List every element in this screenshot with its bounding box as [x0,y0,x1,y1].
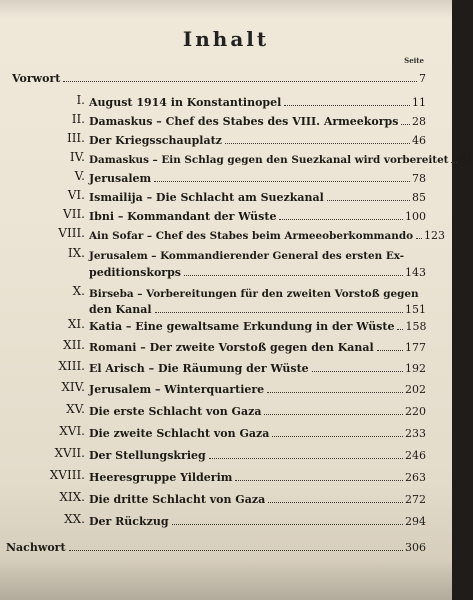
chapter-number: XVII. [54,446,85,460]
toc-entry [49,468,426,484]
toc-page-number: 306 [405,541,426,554]
toc-entry-text: Die erste Schlacht von Gaza [89,405,262,418]
leader-dots [184,275,403,276]
toc-page-number: 272 [405,493,426,506]
toc-entry [58,359,426,375]
chapter-number: I. [76,93,85,107]
toc-entry [63,207,426,223]
toc-entry-text: Der Stellungskrieg [89,449,206,462]
toc-entry-text: Jerusalem [89,172,152,185]
toc-entry [72,284,426,300]
chapter-number: XX. [64,512,85,526]
toc-page-number: 151 [405,303,426,316]
seite-label: Seite [404,56,424,65]
leader-dots [155,312,403,313]
leader-dots [416,238,422,239]
toc-page-number: 100 [405,210,426,223]
toc-entry-continuation [89,266,426,279]
chapter-number: XII. [63,338,85,352]
chapter-number: XV. [66,402,85,416]
leader-dots [267,392,403,393]
toc-entry-text: Die zweite Schlacht von Gaza [89,427,270,440]
toc-entry-text: Ismailija – Die Schlacht am Suezkanal [89,191,324,204]
toc-page-number: 46 [412,134,426,147]
chapter-number: XIX. [59,490,85,504]
toc-entry [59,490,426,506]
toc-page-number: 85 [412,191,426,204]
toc-entry-text: Nachwort [6,541,66,554]
toc-page-number: 78 [412,172,426,185]
toc-page-number: 192 [405,362,426,375]
chapter-number: XVIII. [49,468,85,482]
toc-entry-text: Ain Sofar – Chef des Stabes beim Armeeoberkommando [89,230,414,242]
toc-page-number: 246 [405,449,426,462]
toc-entry-nachwort [6,541,426,554]
toc-entry [66,131,426,147]
chapter-number: XI. [67,317,85,331]
toc-page-number: 7 [419,72,426,85]
toc-entry [61,380,426,396]
toc-entry-vorwort [12,72,426,85]
chapter-number: V. [74,169,85,183]
toc-entry-text: Katia – Eine gewaltsame Erkundung in der Wüste [89,320,395,333]
leader-dots [154,181,410,182]
chapter-number: VI. [67,188,85,202]
toc-entry-text: Ibni – Kommandant der Wüste [89,210,277,223]
toc-entry-continuation [89,303,426,316]
toc-page-number: 28 [412,115,426,128]
toc-entry-text: Birseba – Vorbereitungen für den zweiten Vorstoß gegen [89,288,419,300]
page-shadow-bottom [0,560,452,600]
toc-entry-text: Romani – Der zweite Vorstoß gegen den Kanal [89,341,374,354]
toc-entry-text: Heeresgruppe Yilderim [89,471,233,484]
toc-entry-text: El Arisch – Die Räumung der Wüste [89,362,309,375]
toc-page-number: 202 [405,383,426,396]
toc-page-number: 11 [412,96,426,109]
leader-dots [284,105,410,106]
chapter-number: IV. [69,150,85,164]
leader-dots [327,200,410,201]
leader-dots [235,480,403,481]
page-title: Inhalt [182,27,270,51]
toc-page-number: 220 [405,405,426,418]
toc-entry-text: Jerusalem – Kommandierender General des ersten Ex- [89,250,405,262]
chapter-number: VIII. [58,226,85,240]
leader-dots [69,550,403,551]
toc-page-number: 123 [424,229,446,242]
leader-dots [172,524,403,525]
chapter-number: X. [72,284,85,298]
toc-entry [66,402,426,418]
toc-page-number: 143 [405,266,426,279]
toc-entry [64,512,426,528]
chapter-number: III. [66,131,85,145]
toc-entry-text: Der Rückzug [89,515,169,528]
leader-dots [397,329,403,330]
toc-page-number: 233 [405,427,426,440]
toc-entry-text: Damaskus – Chef des Stabes des VIII. Armeekorps [89,115,399,128]
toc-entry-text: Der Kriegsschauplatz [89,134,222,147]
toc-entry [71,112,426,128]
toc-entry-text: August 1914 in Konstantinopel [89,96,282,109]
toc-entry [67,246,426,262]
toc-entry-text: Damaskus – Ein Schlag gegen den Suezkanal wird vorbereitet [89,154,449,166]
chapter-number: IX. [67,246,85,260]
toc-page-number: 177 [405,341,426,354]
toc-entry [74,169,426,185]
chapter-number: XIV. [61,380,85,394]
toc-page-number: 158 [405,320,427,333]
toc-entry [54,446,426,462]
toc-page-number: 61 [459,153,473,166]
toc-entry [67,317,427,333]
toc-entry-text-continued: peditionskorps [89,266,181,279]
toc-entry-text: Jerusalem – Winterquartiere [89,383,265,396]
leader-dots [63,81,417,82]
toc-entry [63,338,426,354]
leader-dots [401,124,410,125]
leader-dots [451,162,457,163]
leader-dots [279,219,403,220]
leader-dots [272,436,403,437]
toc-page-number: 263 [405,471,426,484]
page-shadow-top [0,0,452,18]
chapter-number: XIII. [58,359,85,373]
toc-entry-text: Vorwort [12,72,61,85]
leader-dots [312,371,403,372]
toc-entry [67,188,426,204]
chapter-number: VII. [63,207,85,221]
toc-entry [58,226,446,242]
toc-entry-text-continued: den Kanal [89,303,152,316]
leader-dots [225,143,410,144]
leader-dots [264,414,403,415]
toc-entry [59,424,426,440]
leader-dots [377,350,403,351]
toc-entry [76,93,426,109]
leader-dots [209,458,403,459]
toc-page-number: 294 [405,515,426,528]
toc-entry [69,150,473,166]
chapter-number: XVI. [59,424,85,438]
leader-dots [268,502,403,503]
chapter-number: II. [71,112,85,126]
toc-entry-text: Die dritte Schlacht von Gaza [89,493,266,506]
